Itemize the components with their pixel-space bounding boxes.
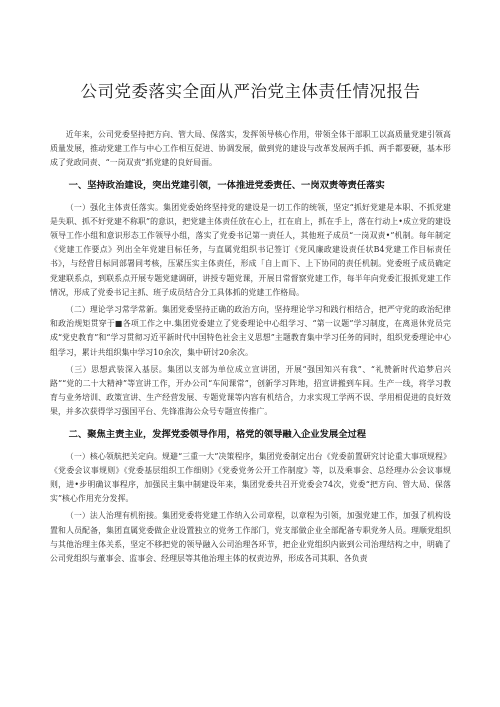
section-2-paragraph-1: （一）核心领航把关定向。规避“三重一大”决策程序，集团党委制定出台《党委前置研究讨论重大事项规程》《党委会议事规则》《党委基层组织工作细则》《党委党务公开工作制度》等，以及乘事会、总经理办公会议事规则，进•步明确议事程序，加强民主集中制建设年来，集团党委共召开党委会74次，党委“把方向、管大局、保落实”核心作用充分发挥。 xyxy=(50,451,451,504)
document-title: 公司党委落实全面从严治党主体责任情况报告 xyxy=(80,82,421,101)
intro-paragraph: 近年来，公司党委坚持把方向、管大局、保落实，发挥领导核心作用，带领全体干部职工以高质量党建引领高质量发展，推动党建工作与中心工作相互促进、协调发展，做到党的建设与改革发展两手抓、两手都要硬，基本形成了党政同责、“一岗双责”抓党建的良好局面。 xyxy=(50,130,451,168)
section-1-paragraph-1: （一）强化主体责任落实。集团党委始终坚持党的建设是一切工作的统领，坚定“抓好党建是本职、不抓党建是失职、抓不好党建不称职”的意识，把党建主体责任放在心上，扛在肩上，抓在手上，落在行动上•成立党的建设领导工作小组和意识形态工作领导小组，落实了党委书记第一责任人，其他班子成员“一岗双责•”机制。每年制定《党建工作要点》列出全年党建目标任务，与直属党组织书记签订《党风廉政建设责任状B4党建工作目标责任书》，与经营目标同部署同考核，压紧压实主体责任，形成「自上而下、上下协同的责任机制。党委班子成员确定党建联系点，到联系点开展专题党建调研，讲授专题党课，开展日常督察党建工作，每半年向党委汇报抓党建工作情况，形成了党委书记主抓、班子成员结合分工具体抓的党建工作格局。 xyxy=(50,202,451,297)
section-1-paragraph-3: （三）思想武装深入基层。集团以支部为单位成立宣讲团，开展“强国知兴有我”、“礼赞新时代追梦启兴路”“党的二十大精神”等宣讲工作，开办公司“车间课常”，创新学习阵地，招宣讲搬到车间。生产一线，将学习教育与业务培训、政策宣讲、生产经营发展、专题党课等内容有机结合，力求实现工学两不误、学用相促进的良好效果，并多次获得学习强国平台、先锋准海公众号专题宣传推广。 xyxy=(50,364,451,417)
section-heading-1: 一、坚持政治建设，突出党建引领，一体推进党委责任、一岗双责等责任落实 xyxy=(68,179,385,191)
section-2-paragraph-2: （一）法人治理有机衔接。集团党委将党建工作纳入公司章程，以章程为引领，加强党建工作，加强了机构设置和人员配备，集团直属党委做企业设置独立的党务工作部门，党支部做企业全部配备专职党务人员。理顺党组织与其他治理主体关系，坚定不移把党的领导融入公司治理各环节，把企业党组织内嵌到公司治理结构之中，明确了公司党组织与董事会、监事会、经理层等其他治理主体的权责边界，形成各司其职、各负责 xyxy=(50,511,451,564)
section-1-paragraph-2: （二）理论学习常学常新。集团党委坚持正确的政治方向，坚持理论学习和践行相结合，把严守党的政治纪律和政治规矩贯穿于■各项工作之中.集团党委建立了党委理论中心组学习、“第一议题”学习制度，在离退休党员完成“党史教育”和“学习贯彻习近平新时代中国特色社会主义思想”主题教育集中学习任务的同时，组织党委理论中心组学习，累计共组织集中学习10余次，集中研讨20余次。 xyxy=(50,305,451,357)
section-heading-2: 二、聚焦主责主业，发挥党委领导作用，格党的领导融入企业发展全过程 xyxy=(68,428,367,440)
